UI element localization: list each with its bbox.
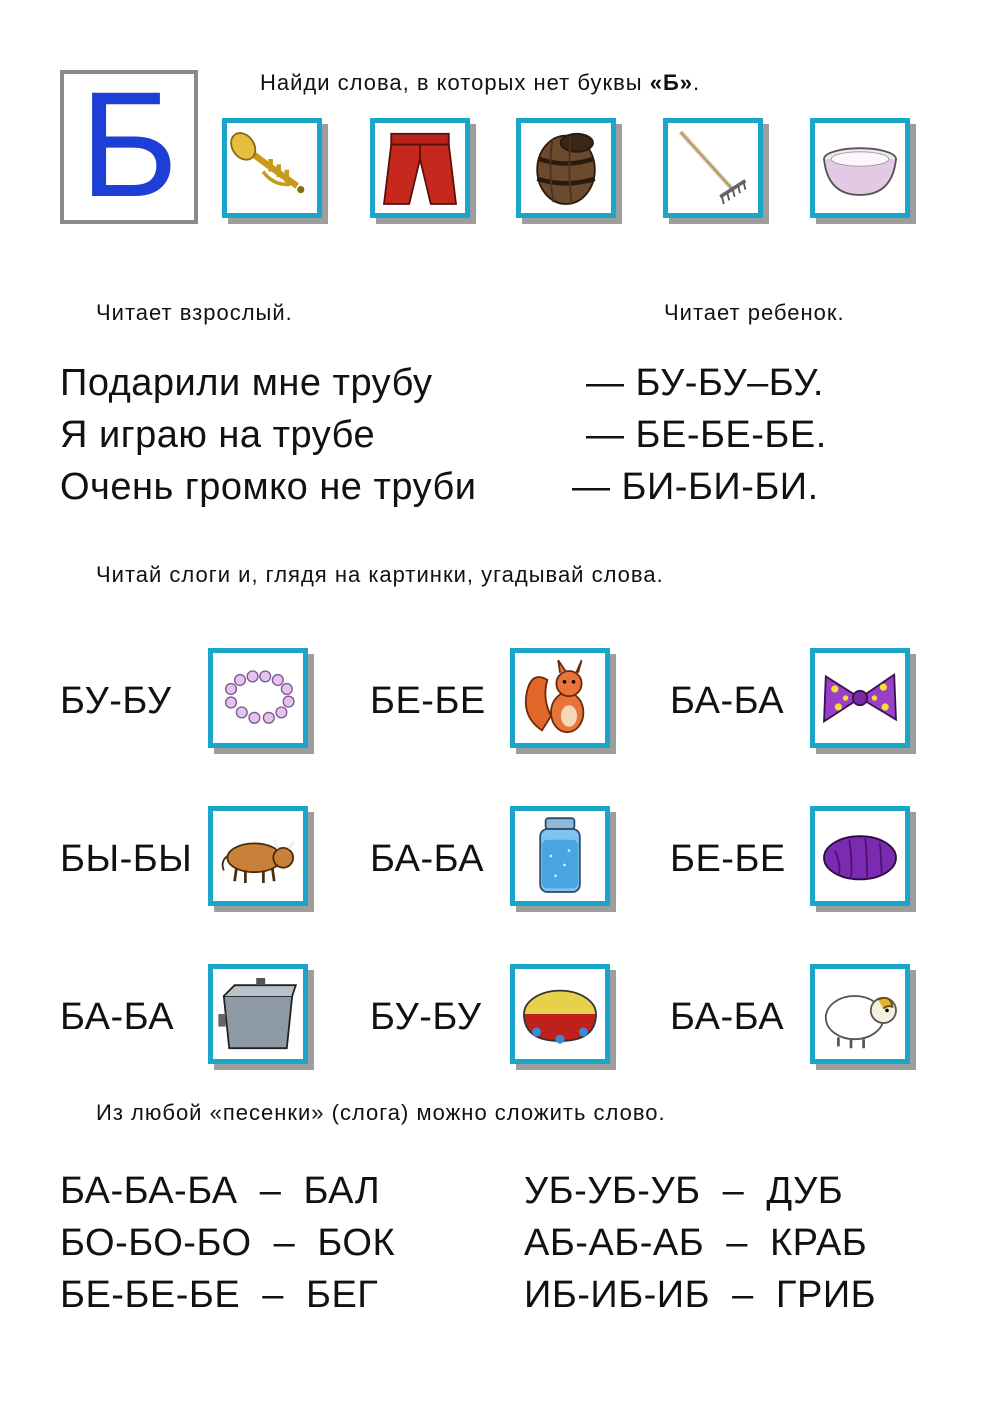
poem-line-2-child: — БЕ-БЕ-БЕ.: [586, 414, 827, 456]
poem-line-3-adult: Очень громко не труби: [60, 466, 477, 508]
word-pair-2: БО-БО-БО – БОК: [60, 1222, 396, 1264]
word-pair-1: БА-БА-БА – БАЛ: [60, 1170, 381, 1212]
word-pair-4: УБ-УБ-УБ – ДУБ: [524, 1170, 844, 1212]
barrel-icon: [516, 118, 616, 218]
task-make-words: Из любой «песенки» (слога) можно сложить слово.: [96, 1100, 666, 1125]
ram-icon: [810, 964, 910, 1064]
trousers-icon: [370, 118, 470, 218]
rake-icon: [663, 118, 763, 218]
bull-icon: [208, 806, 308, 906]
bow-icon: [810, 648, 910, 748]
poem-line-2-adult: Я играю на трубе: [60, 414, 376, 456]
syllable-7: БА-БА: [60, 996, 175, 1038]
word-pair-6: ИБ-ИБ-ИБ – ГРИБ: [524, 1274, 877, 1316]
jar-icon: [510, 806, 610, 906]
syllable-2: БЕ-БЕ: [370, 680, 486, 722]
poem-line-1-child: — БУ-БУ–БУ.: [586, 362, 824, 404]
syllable-6: БЕ-БЕ: [670, 838, 786, 880]
syllable-8: БУ-БУ: [370, 996, 482, 1038]
beads-icon: [208, 648, 308, 748]
word-pair-3: БЕ-БЕ-БЕ – БЕГ: [60, 1274, 379, 1316]
poem-line-3-child: — БИ-БИ-БИ.: [572, 466, 819, 508]
beret-icon: [810, 806, 910, 906]
task-find-words-suffix: .: [693, 70, 701, 95]
big-letter: Б: [79, 60, 179, 228]
syllable-5: БА-БА: [370, 838, 485, 880]
letter-card: [60, 60, 198, 228]
reader-child-label: Читает ребенок.: [664, 300, 845, 325]
trumpet-icon: [222, 118, 322, 218]
syllable-9: БА-БА: [670, 996, 785, 1038]
poem-line-1-adult: Подарили мне трубу: [60, 362, 433, 404]
word-pair-5: АБ-АБ-АБ – КРАБ: [524, 1222, 868, 1264]
syllable-3: БА-БА: [670, 680, 785, 722]
tank-icon: [208, 964, 308, 1064]
bowl-icon: [810, 118, 910, 218]
task-find-words-prefix: Найди слова, в которых нет буквы: [260, 70, 650, 95]
reader-adult-label: Читает взрослый.: [96, 300, 293, 325]
task-find-words-letter: «Б»: [649, 70, 694, 95]
syllable-4: БЫ-БЫ: [60, 838, 193, 880]
squirrel-icon: [510, 648, 610, 748]
tambourine-icon: [510, 964, 610, 1064]
task-read-syllables: Читай слоги и, глядя на картинки, угадывай слова.: [96, 562, 664, 587]
task-find-words: [260, 70, 700, 96]
syllable-1: БУ-БУ: [60, 680, 172, 722]
